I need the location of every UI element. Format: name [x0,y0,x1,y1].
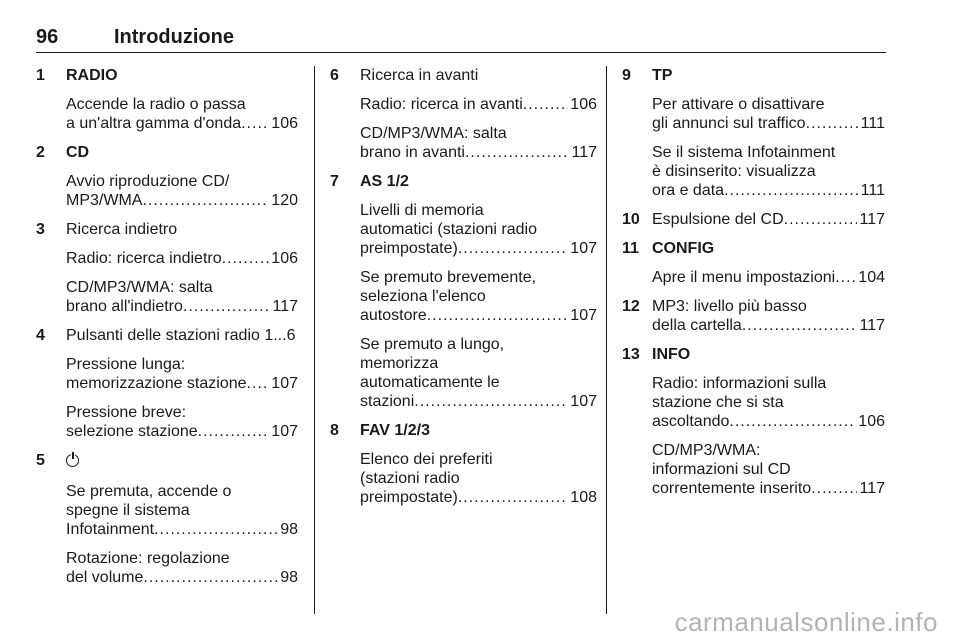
entry-description [66,355,298,393]
entry-description [66,403,298,441]
description-line: Pressione breve: [66,404,187,421]
description-line: Rotazione: regolazione [66,550,230,567]
page-reference: 107 [570,307,597,324]
description-text: autostore [360,307,427,324]
description-line [652,412,885,431]
dot-leader [247,374,270,393]
page-reference: 120 [271,192,298,209]
page-reference: 106 [271,250,298,267]
description-line [66,422,298,441]
description-line [66,520,298,539]
entry-heading: CONFIG [652,240,715,257]
entry-description [360,335,597,411]
column-divider [606,66,607,614]
description-line [360,143,597,162]
page-reference: 117 [571,144,597,161]
page-reference: 107 [570,240,597,257]
index-entry [330,421,597,507]
page-reference: 98 [280,569,298,586]
entry-description [652,374,885,431]
description-text: selezione stazione [66,423,198,440]
entry-heading: Ricerca in avanti [360,67,479,84]
description-line: Livelli di memoria [360,202,484,219]
dot-leader [742,316,858,335]
description-line: Elenco dei preferiti [360,451,493,468]
entry-description [360,95,597,114]
entry-heading: TP [652,67,673,84]
dot-leader [154,520,278,539]
dot-leader [523,95,569,114]
description-line: Se premuto a lungo, [360,336,505,353]
dot-leader [458,488,568,507]
description-line [66,249,298,268]
entry-number: 1 [36,67,45,84]
description-text: preimpostate) [360,240,458,257]
page-reference: 108 [570,489,597,506]
description-line [360,239,597,258]
index-entry [330,66,597,162]
description-line: Se premuta, accende o [66,483,232,500]
dot-leader [806,114,859,133]
description-text: brano in avanti [360,144,465,161]
description-line: (stazioni radio [360,470,460,487]
page-reference: 106 [570,96,597,113]
description-text: stazioni [360,393,415,410]
index-entry [622,66,885,200]
entry-heading [66,451,298,472]
description-text: Radio: ricerca in avanti [360,96,523,113]
page-reference: 117 [859,480,885,497]
description-line: Pressione lunga: [66,356,186,373]
description-line [652,268,885,287]
description-line: Se il sistema Infotainment [652,144,836,161]
dot-leader [241,114,269,133]
entry-number: 3 [36,221,45,238]
description-line: informazioni sul CD [652,461,791,478]
entry-heading: CD [66,144,90,161]
description-text: del volume [66,569,144,586]
description-line: MP3: livello più basso [652,298,807,315]
page-title: Introduzione [114,26,234,48]
entry-number: 8 [330,422,339,439]
index-entry [622,239,885,287]
index-entry [330,172,597,411]
page-reference: 106 [271,115,298,132]
dot-leader [414,392,568,411]
index-entry [622,210,885,229]
entry-number: 2 [36,144,45,161]
description-text: ascoltando [652,413,730,430]
dot-leader [183,297,271,316]
description-line [652,114,885,133]
description-line [360,488,597,507]
page-reference: 111 [860,182,885,199]
description-text: MP3/WMA [66,192,143,209]
entry-description [66,482,298,539]
dot-leader [222,249,270,268]
column-2 [330,66,597,517]
description-text: Espulsione del CD [652,211,784,228]
description-text: gli annunci sul traffico [652,115,806,132]
entry-heading: RADIO [66,67,118,84]
index-entry [36,66,298,133]
index-entry [622,297,885,335]
description-text: Radio: ricerca indietro [66,250,222,267]
entry-description [360,268,597,325]
column-3 [622,66,885,508]
entry-description [652,441,885,498]
index-entry [36,143,298,210]
page-header [36,26,886,53]
dot-leader [835,268,856,287]
entry-description [652,143,885,200]
page-number: 96 [36,26,59,48]
entry-description [66,278,298,316]
page-reference: 107 [271,375,298,392]
entry-description [66,172,298,210]
dot-leader [724,181,859,200]
dot-leader [142,191,269,210]
description-line: CD/MP3/WMA: [652,442,761,459]
description-line [66,114,298,133]
entry-number: 12 [622,298,640,315]
watermark: carmanualsonline.info [674,607,938,637]
description-line: memorizza [360,355,439,372]
description-line [652,181,885,200]
entry-description [66,95,298,133]
index-entry [36,451,298,587]
entry-number: 7 [330,173,339,190]
description-line: Per attivare o disattivare [652,96,825,113]
dot-leader [458,239,568,258]
entry-heading: AS 1/2 [360,173,409,190]
entry-description [360,124,597,162]
entry-heading: FAV 1/2/3 [360,422,430,439]
index-entry [36,326,298,441]
entry-number: 5 [36,452,45,469]
description-line: spegne il sistema [66,502,190,519]
page-reference: 98 [280,521,298,538]
description-line: Accende la radio o passa [66,96,246,113]
page-reference: 117 [859,317,885,334]
page-reference: 111 [860,115,885,132]
description-text: brano all'indietro [66,298,183,315]
dot-leader [811,479,857,498]
column-1 [36,66,298,597]
description-line: è disinserito: visualizza [652,163,816,180]
dot-leader [465,143,570,162]
description-line [652,210,885,229]
description-line: automaticamente le [360,374,500,391]
entry-number: 6 [330,67,339,84]
column-divider [314,66,315,614]
description-text: preimpostate) [360,489,458,506]
description-line: CD/MP3/WMA: salta [66,279,213,296]
index-entry [36,220,298,316]
description-line [66,568,298,587]
description-line [66,374,298,393]
description-text: Infotainment [66,521,155,538]
dot-leader [143,568,278,587]
entry-heading: INFO [652,346,691,363]
entry-description [360,450,597,507]
description-text: correntemente inserito [652,480,812,497]
dot-leader [427,306,569,325]
page-reference: 117 [272,298,298,315]
description-text: a un'altra gamma d'onda [66,115,242,132]
description-line: stazione che si sta [652,394,784,411]
page-reference: 106 [858,413,885,430]
description-line: automatici (stazioni radio [360,221,537,238]
entry-description [652,297,885,335]
description-line [360,306,597,325]
entry-number: 11 [622,240,639,257]
entry-heading: Ricerca indietro [66,221,178,238]
description-line: seleziona l'elenco [360,288,486,305]
entry-number: 10 [622,211,640,228]
index-entry [622,345,885,498]
description-line [66,191,298,210]
entry-description [652,210,885,229]
page-reference: 107 [271,423,298,440]
description-text: memorizzazione stazione [66,375,247,392]
entry-number: 4 [36,327,45,344]
description-line [652,316,885,335]
entry-description [360,201,597,258]
power-icon [66,454,79,467]
entry-description [652,268,885,287]
description-line [360,392,597,411]
dot-leader [784,210,858,229]
entry-heading: Pulsanti delle stazioni radio 1...6 [66,327,296,344]
description-text: ora e data [652,182,725,199]
description-text: della cartella [652,317,742,334]
page-reference: 117 [859,211,885,228]
description-line: Radio: informazioni sulla [652,375,827,392]
entry-description [66,249,298,268]
description-line [652,479,885,498]
entry-description [652,95,885,133]
description-line [360,95,597,114]
entry-number: 9 [622,67,631,84]
dot-leader [198,422,270,441]
dot-leader [729,412,856,431]
description-line [66,297,298,316]
entry-description [66,549,298,587]
description-line: CD/MP3/WMA: salta [360,125,507,142]
description-line: Avvio riproduzione CD/ [66,173,230,190]
description-text: Apre il menu impostazioni [652,269,836,286]
page-reference: 104 [858,269,885,286]
page-reference: 107 [570,393,597,410]
description-line: Se premuto brevemente, [360,269,537,286]
entry-number: 13 [622,346,640,363]
